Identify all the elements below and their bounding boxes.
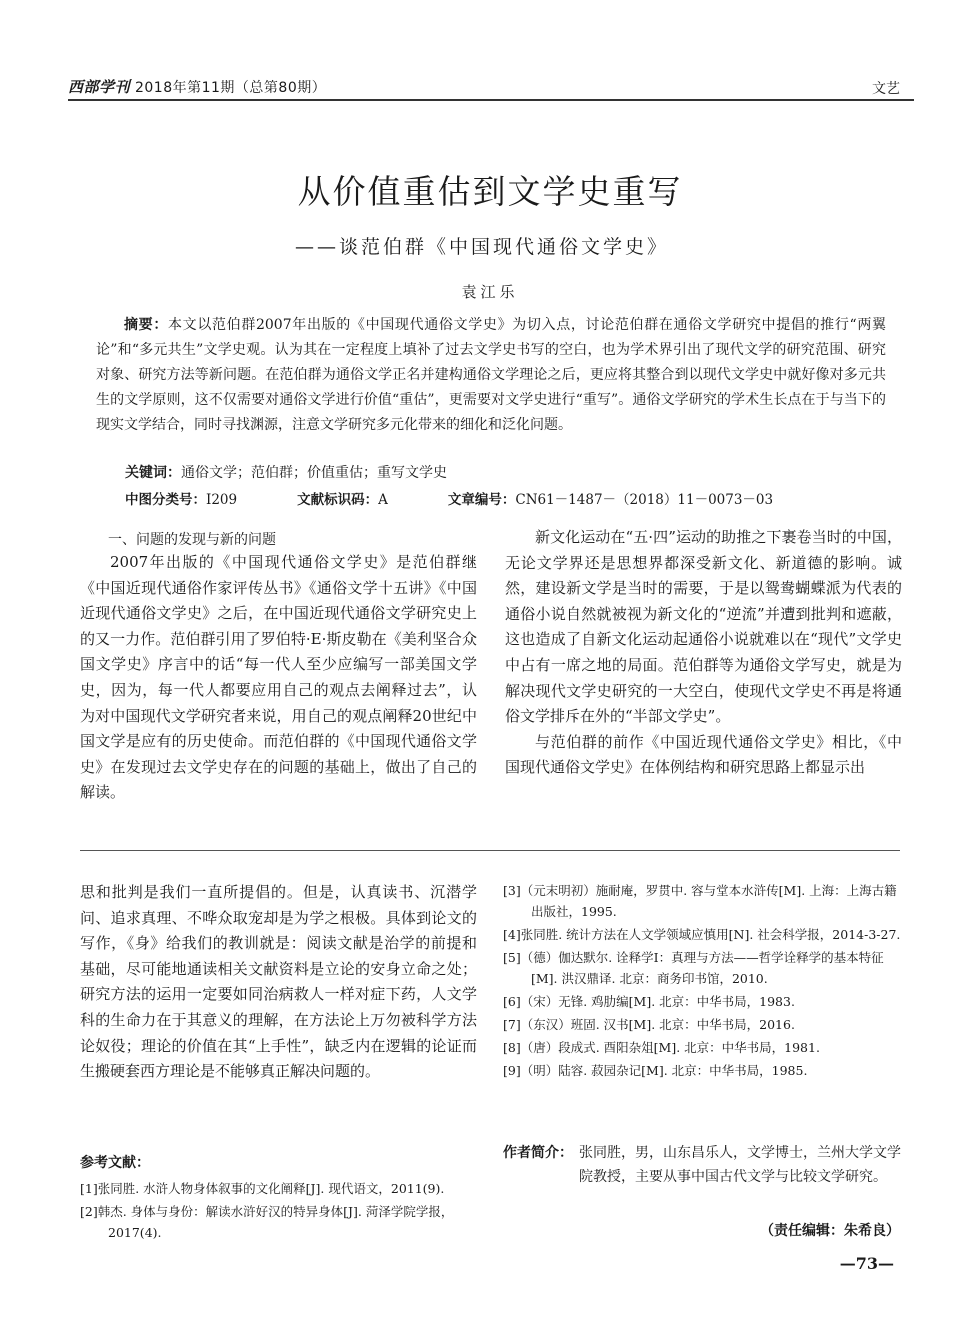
previous-article-text (80, 880, 477, 1085)
reference-item: [5]（德）伽达默尔. 诠释学I：真理与方法——哲学诠释学的基本特征[M]. 洪汉鼎译. 北京：商务印书馆，2010. (503, 950, 884, 986)
page-number: —73— (839, 1254, 894, 1273)
references-left (80, 1178, 480, 1245)
reference-item: [8]（唐）段成式. 酉阳杂俎[M]. 北京：中华书局，1981. (503, 1040, 820, 1055)
references-title: 参考文献： (80, 1155, 150, 1171)
article-divider (80, 850, 900, 851)
author-name: 袁江乐 (461, 283, 519, 301)
reference-item: [4]张同胜. 统计方法在人文学领域应慎用[N]. 社会科学报，2014-3-27. (503, 927, 901, 942)
keywords-text: 通俗文学；范伯群；价值重估；重写文学史 (181, 465, 447, 481)
abstract (96, 313, 886, 438)
left-column (80, 550, 477, 806)
paragraph: 思和批判是我们一直所提倡的。但是，认真读书、沉潜学问、追求真理、不哗众取宠却是为学之根极。具体到论文的写作，《身》给我们的教训就是：阅读文献是治学的前提和基础，尽可能地通读相关文献资料是立论的安身立命之处；研究方法的运用一定要如同治病救人一样对症下药，人文学科的生命力在于其意义的理解，在方法论上万勿被科学方法论奴役；理论的价值在其“上手性”，缺乏内在逻辑的论证而生搬硬套西方理论是不能够真正解决问题的。 (80, 883, 477, 1081)
right-column (505, 525, 902, 781)
keywords (125, 462, 447, 482)
issue-info: 2018年第11期（总第80期） (134, 80, 327, 96)
abstract-label: 摘要： (124, 317, 168, 333)
references-right (503, 880, 903, 1083)
reference-item: [7]（东汉）班固. 汉书[M]. 北京：中华书局，2016. (503, 1017, 795, 1032)
reference-item: [1]张同胜. 水浒人物身体叙事的文化阐释[J]. 现代语文，2011(9). (80, 1181, 445, 1196)
article-subtitle: ——谈范伯群《中国现代通俗文学史》 (295, 236, 670, 258)
bio-text: 张同胜，男，山东昌乐人，文学博士，兰州大学文学院教授，主要从事中国古代文学与比较文学研究。 (579, 1145, 901, 1185)
section-heading: 一、问题的发现与新的问题 (108, 532, 276, 548)
reference-item: [6]（宋）无锋. 鸡肋编[M]. 北京：中华书局，1983. (503, 994, 795, 1009)
bio-label: 作者简介： (503, 1145, 573, 1161)
reference-item: [9]（明）陆容. 菽园杂记[M]. 北京：中华书局，1985. (503, 1063, 808, 1078)
article-title: 从价值重估到文学史重写 (297, 172, 683, 211)
clc-code: 中图分类号：I209 (125, 492, 238, 508)
paragraph: 新文化运动在“五·四”运动的助推之下裹卷当时的中国，无论文学界还是思想界都深受新文化、新道德的影响。诚然，建设新文学是当时的需要，于是以鸳鸯蝴蝶派为代表的通俗小说自然就被视为新文化的“逆流”并遭到批判和遮蔽，这也造成了自新文化运动起通俗小说就难以在“现代”文学史中占有一席之地的局面。范伯群等为通俗文学写史，就是为解决现代文学史研究的一大空白，使现代文学史不再是将通俗文学排斥在外的“半部文学史”。 (505, 528, 902, 726)
responsible-editor: （责任编辑：朱希良） (760, 1223, 900, 1239)
paragraph: 与范伯群的前作《中国近现代通俗文学史》相比，《中国现代通俗文学史》在体例结构和研究思路上都显示出 (505, 732, 902, 777)
section-label: 文艺 (872, 81, 900, 97)
author-bio (503, 1141, 903, 1189)
abstract-text: 本文以范伯群2007年出版的《中国现代通俗文学史》为切入点，讨论范伯群在通俗文学研究中提倡的推行“两翼论”和“多元共生”文学史观。认为其在一定程度上填补了过去文学史书写的空白，也为学术界引出了现代文学的研究范围、研究对象、研究方法等新问题。在范伯群为通俗文学正名并建构通俗文学理论之后，更应将其整合到以现代文学史中就好像对多元共生的文学原则，这不仅需要对通俗文学进行价值“重估”，更需要对文学史进行“重写”。通俗文学研究的学术生长点在于与当下的现实文学结合，同时寻找渊源，注意文学研究多元化带来的细化和泛化问题。 (96, 317, 886, 433)
keywords-label: 关键词： (125, 465, 181, 481)
running-header (68, 76, 326, 97)
document-code: 文献标识码：A (297, 492, 388, 508)
reference-item: [2]韩杰. 身体与身份：解读水浒好汉的特异身体[J]. 菏泽学院学报，2017(4). (80, 1204, 454, 1240)
reference-item: [3]（元末明初）施耐庵，罗贯中. 容与堂本水浒传[M]. 上海：上海古籍出版社，1995. (503, 883, 897, 919)
header-rule (68, 99, 914, 101)
classification-row (125, 488, 905, 508)
article-number: 文章编号：CN61－1487－（2018）11－0073－03 (447, 492, 774, 508)
paragraph: 2007年出版的《中国现代通俗文学史》是范伯群继《中国近现代通俗作家评传丛书》《通俗文学十五讲》《中国近现代通俗文学史》之后，在中国近现代通俗文学研究史上的又一力作。范伯群引用了罗伯特·E·斯皮勒在《美利坚合众国文学史》序言中的话“每一代人至少应编写一部美国文学史，因为，每一代人都要应用自己的观点去阐释过去”，认为对中国现代文学研究者来说，用自己的观点阐释20世纪中国文学是应有的历史使命。而范伯群的《中国现代通俗文学史》在发现过去文学史存在的问题的基础上，做出了自己的解读。 (80, 553, 477, 802)
journal-name: 西部学刊 (68, 78, 131, 96)
